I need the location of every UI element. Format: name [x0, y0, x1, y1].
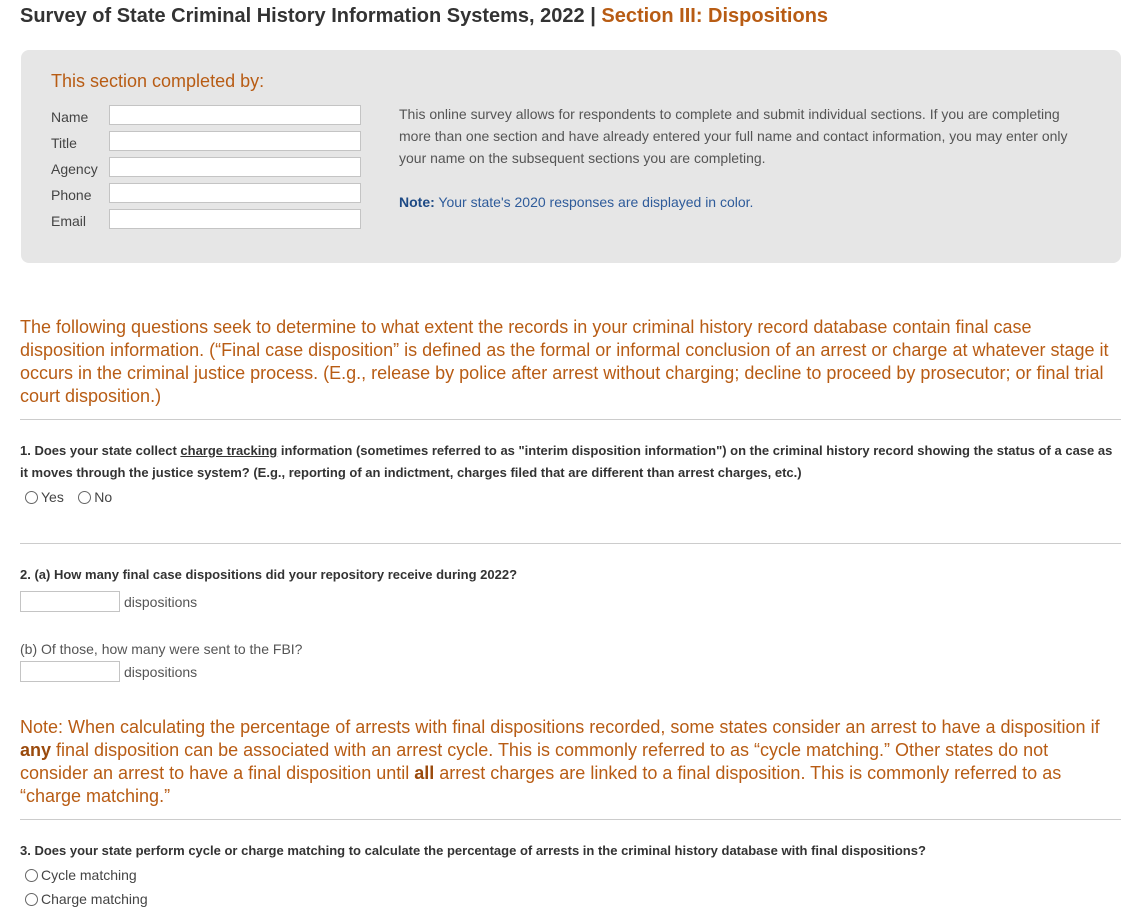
note-part-2: final disposition can be associated with an arrest cycle. This is commonly referred to as “cycle matching.” Other states do not consider an arrest to have a final disposition until	[20, 740, 1049, 783]
email-field[interactable]	[109, 209, 361, 229]
survey-info-text: This online survey allows for respondents to complete and submit individual sections. If you are completing more than one section and have already entered your full name and contact information, you may enter only your name on the subsequent sections you are completing.	[399, 106, 1068, 166]
note-emphasis-any: any	[20, 740, 52, 760]
completed-by-panel	[21, 50, 1121, 263]
completed-by-heading: This section completed by:	[51, 71, 265, 91]
title-separator: |	[584, 5, 602, 27]
phone-label: Phone	[51, 187, 92, 203]
q3-option-cycle	[25, 867, 147, 889]
q1-yes-label[interactable]: Yes	[41, 489, 64, 505]
divider	[20, 819, 1121, 820]
question-3: 3. Does your state perform cycle or charge matching to calculate the percentage of arrests in the criminal history database with final dispositions?	[20, 843, 926, 858]
q2a-dispositions-input[interactable]	[20, 591, 120, 612]
q1-no-radio[interactable]	[78, 489, 112, 505]
question-2a: 2. (a) How many final case dispositions did your repository receive during 2022?	[20, 567, 518, 582]
q3-option-charge	[25, 891, 158, 913]
q2a-unit: dispositions	[124, 594, 198, 610]
title-field[interactable]	[109, 131, 361, 151]
divider	[20, 543, 1121, 544]
charge-matching-label[interactable]: Charge matching	[41, 891, 148, 907]
name-label: Name	[51, 109, 89, 125]
note-text: Your state's 2020 responses are displayed in color.	[438, 194, 754, 210]
q1-no-label[interactable]: No	[94, 489, 113, 505]
question-1	[20, 440, 1120, 484]
q1-yes-radio[interactable]	[25, 489, 64, 505]
survey-title: Survey of State Criminal History Information Systems, 2022	[20, 5, 585, 27]
agency-label: Agency	[51, 161, 98, 177]
email-label: Email	[51, 213, 87, 229]
responses-note	[399, 191, 1089, 213]
title-label: Title	[51, 135, 77, 151]
q2b-unit: dispositions	[124, 664, 198, 680]
agency-field[interactable]	[109, 157, 361, 177]
radio-circle-icon[interactable]	[78, 491, 91, 504]
q2b-fbi-input[interactable]	[20, 661, 120, 682]
question-2b: (b) Of those, how many were sent to the FBI?	[20, 641, 303, 657]
page-title	[20, 5, 828, 27]
note-label: Note:	[399, 194, 435, 210]
charge-tracking-term[interactable]: charge tracking	[180, 443, 278, 458]
q1-suffix: information (sometimes referred to as "interim disposition information") on the criminal history record showing the status of a case as it moves through the justice system? (E.g., reporting of an indictment, charges filed that are different than arrest charges, etc.)	[20, 443, 1113, 480]
note-emphasis-all: all	[414, 763, 435, 783]
note-part-1: Note: When calculating the percentage of arrests with final dispositions recorded, some states consider an arrest to have a disposition if	[20, 717, 1100, 737]
section-intro: The following questions seek to determine to what extent the records in your criminal history record database contain final case disposition information. (“Final case disposition” is defined as the formal or informal conclusion of an arrest or charge at whatever stage it occurs in the criminal justice process. (E.g., release by police after arrest without charging; decline to proceed by prosecutor; or final trial court disposition.)	[20, 317, 1109, 406]
q1-options	[25, 489, 122, 511]
section-title: Section III: Dispositions	[601, 5, 829, 27]
cycle-matching-label[interactable]: Cycle matching	[41, 867, 137, 883]
radio-circle-icon[interactable]	[25, 491, 38, 504]
phone-field[interactable]	[109, 183, 361, 203]
radio-circle-icon[interactable]	[25, 869, 38, 882]
q1-prefix: 1. Does your state collect	[20, 443, 181, 458]
charge-matching-radio[interactable]	[25, 891, 148, 907]
divider	[20, 419, 1121, 420]
note-part-3: arrest charges are linked to a final disposition. This is commonly referred to as “charge matching.”	[20, 763, 1062, 806]
matching-note	[20, 716, 1118, 808]
radio-circle-icon[interactable]	[25, 893, 38, 906]
cycle-matching-radio[interactable]	[25, 867, 137, 883]
name-field[interactable]	[109, 105, 361, 125]
